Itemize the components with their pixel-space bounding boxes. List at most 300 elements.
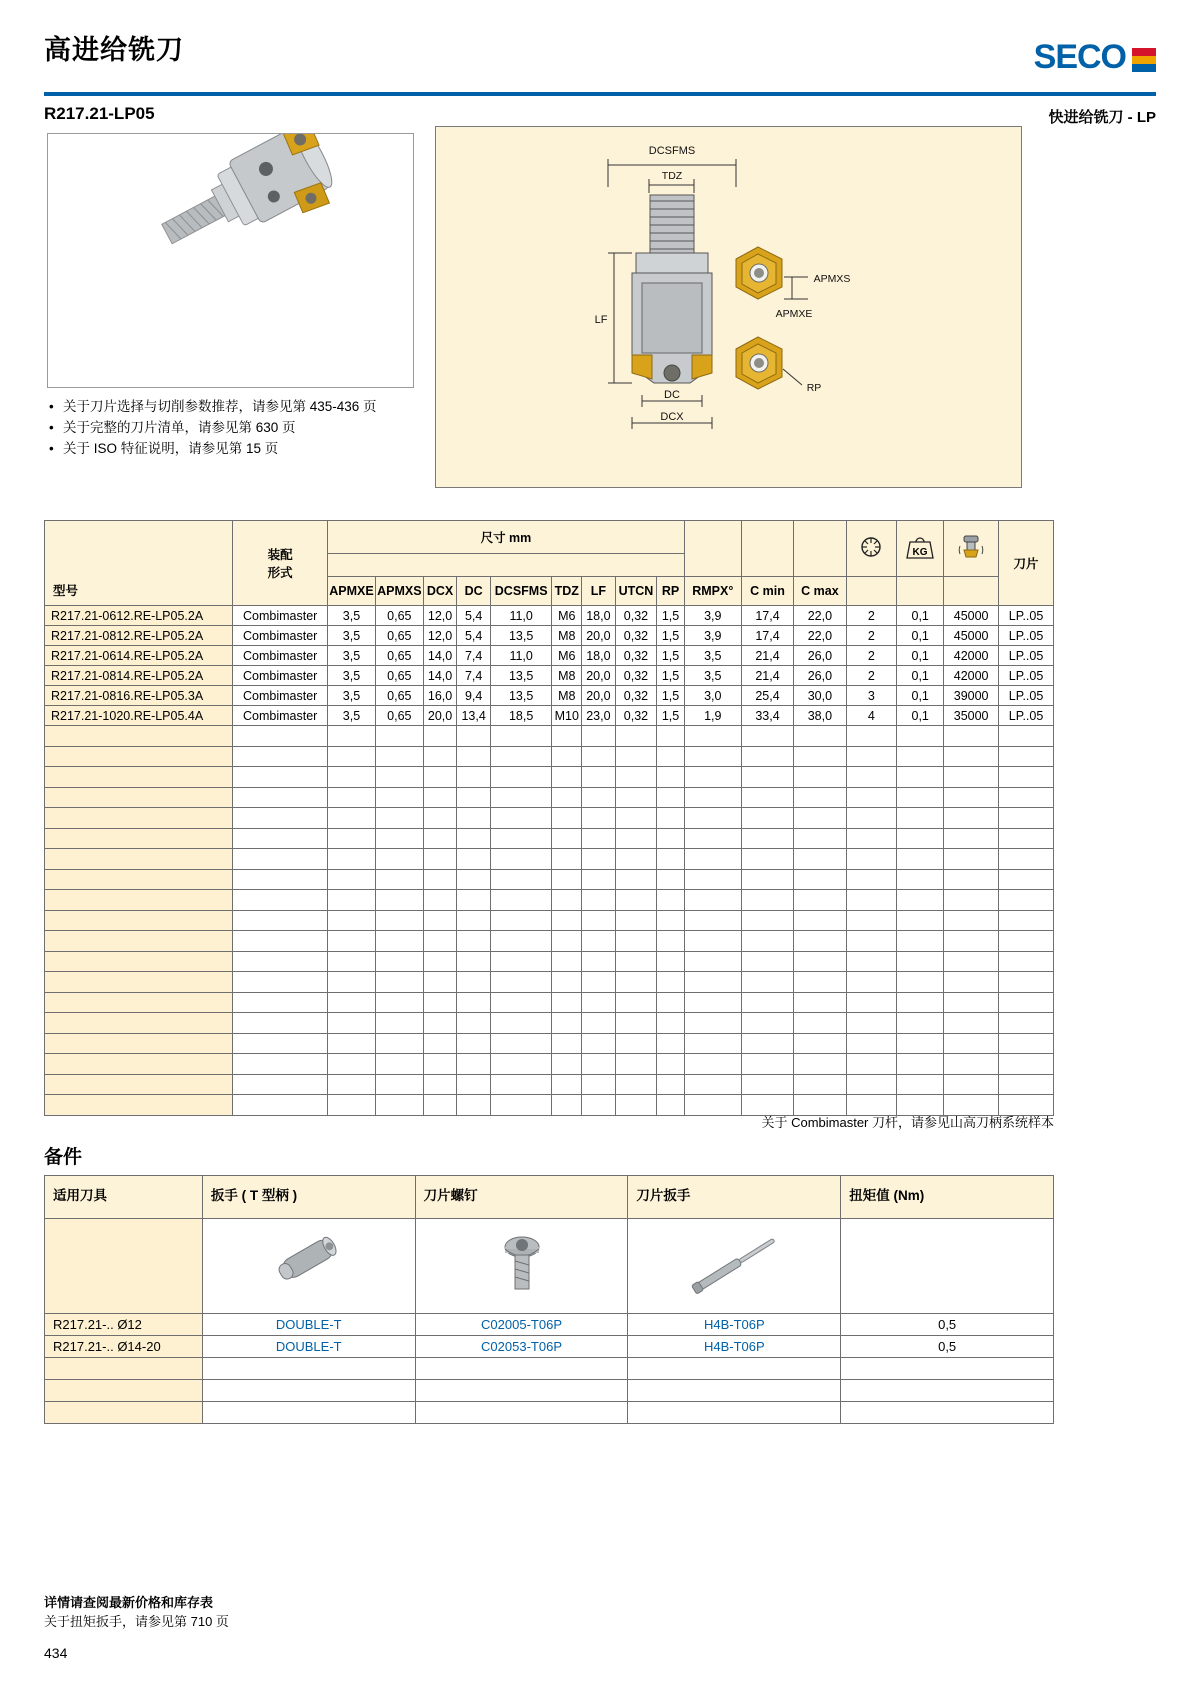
table-cell-empty [233, 767, 328, 788]
page-title: 高进给铣刀 [44, 35, 184, 65]
table-cell-empty [375, 890, 423, 911]
table-cell-empty [615, 767, 657, 788]
table-cell-empty [375, 1095, 423, 1116]
table-cell: 38,0 [794, 706, 846, 726]
table-cell-empty [45, 869, 233, 890]
table-cell-empty [328, 972, 376, 993]
table-cell-empty [897, 787, 944, 808]
table-cell-empty [328, 808, 376, 829]
table-cell: 3,5 [328, 626, 376, 646]
table-cell-empty [684, 951, 741, 972]
table-cell-empty [233, 808, 328, 829]
table-cell-empty [552, 1095, 582, 1116]
table-row-empty [45, 951, 1054, 972]
table-cell-empty [490, 849, 552, 870]
table-cell: 45000 [944, 626, 999, 646]
table-cell-empty [741, 787, 793, 808]
table-cell-empty [45, 931, 233, 952]
table-cell-empty [657, 1033, 684, 1054]
table-cell-empty [684, 828, 741, 849]
table-cell-empty [684, 931, 741, 952]
table-cell-empty [375, 972, 423, 993]
table-cell-empty [684, 1013, 741, 1034]
table-cell-empty [45, 1095, 233, 1116]
table-cell-empty [846, 849, 897, 870]
table-cell-empty [944, 1074, 999, 1095]
table-cell: 0,1 [897, 606, 944, 626]
table-cell-empty [615, 849, 657, 870]
table-cell-empty [657, 890, 684, 911]
table-cell-empty [741, 951, 793, 972]
table-row-empty [45, 787, 1054, 808]
col-header-mounting [233, 521, 328, 606]
table-cell: 11,0 [490, 606, 552, 626]
table-cell-empty [233, 1054, 328, 1075]
table-cell: LP..05 [999, 606, 1054, 626]
table-cell: 0,32 [615, 666, 657, 686]
table-cell-empty [423, 746, 457, 767]
table-cell-empty [423, 726, 457, 747]
table-cell-empty [552, 849, 582, 870]
table-cell: 0,32 [615, 606, 657, 626]
spare-cell-empty [202, 1402, 415, 1424]
table-cell-empty [657, 1074, 684, 1095]
table-cell-empty [45, 849, 233, 870]
table-cell-empty [794, 910, 846, 931]
table-cell-empty [794, 1013, 846, 1034]
table-cell-empty [657, 951, 684, 972]
table-cell-empty [233, 746, 328, 767]
table-cell-empty [944, 787, 999, 808]
table-cell: 20,0 [582, 666, 616, 686]
table-cell-empty [846, 746, 897, 767]
table-cell: 3,5 [328, 686, 376, 706]
table-cell-empty [45, 992, 233, 1013]
table-cell-empty [582, 1074, 616, 1095]
table-cell-empty [328, 1095, 376, 1116]
table-cell-empty [423, 849, 457, 870]
specification-table [44, 520, 1054, 1116]
table-cell-empty [233, 951, 328, 972]
table-cell-empty [846, 726, 897, 747]
table-cell: LP..05 [999, 706, 1054, 726]
table-cell-empty [897, 808, 944, 829]
spare-col-tool: 适用刀具 [45, 1176, 203, 1219]
table-cell-empty [490, 931, 552, 952]
table-cell-empty [375, 849, 423, 870]
table-cell-empty [897, 828, 944, 849]
table-cell-empty [794, 992, 846, 1013]
table-cell-empty [423, 1033, 457, 1054]
spacer-cell-c [794, 521, 846, 577]
table-cell: 17,4 [741, 606, 793, 626]
table-cell-empty [328, 931, 376, 952]
product-code: R217.21-LP05 [44, 104, 155, 123]
table-cell-empty [457, 1054, 491, 1075]
spare-header-row [45, 1176, 1054, 1219]
table-cell-empty [846, 869, 897, 890]
brand-logo-text: SECO [1033, 38, 1126, 76]
table-cell-empty [684, 1095, 741, 1116]
spare-cell-empty [45, 1358, 203, 1380]
table-cell-empty [423, 931, 457, 952]
table-cell-empty [846, 1033, 897, 1054]
col-header-rp: RP [657, 577, 684, 606]
table-cell: 0,65 [375, 706, 423, 726]
table-cell-empty [794, 787, 846, 808]
rpm-col-blank [944, 577, 999, 606]
table-cell-empty [552, 931, 582, 952]
reference-note: • 关于刀片选择与切削参数推荐，请参见第 435-436 页 [47, 396, 467, 417]
table-cell-empty [45, 808, 233, 829]
spare-cell: C02005-T06P [415, 1314, 628, 1336]
table-cell-empty [741, 849, 793, 870]
table-cell-empty [552, 726, 582, 747]
table-cell-empty [615, 726, 657, 747]
table-cell-empty [615, 1013, 657, 1034]
table-cell-empty [794, 828, 846, 849]
table-cell: 20,0 [582, 626, 616, 646]
table-cell-empty [582, 869, 616, 890]
table-cell: 7,4 [457, 666, 491, 686]
table-cell-empty [615, 992, 657, 1013]
table-cell-empty [999, 972, 1054, 993]
table-cell-empty [375, 808, 423, 829]
spare-col-key: 刀片扳手 [628, 1176, 841, 1219]
table-cell-empty [794, 767, 846, 788]
table-cell: 11,0 [490, 646, 552, 666]
table-cell-empty [741, 910, 793, 931]
header-divider [44, 92, 1156, 96]
table-cell-empty [328, 951, 376, 972]
table-cell: LP..05 [999, 666, 1054, 686]
table-cell-empty [615, 972, 657, 993]
table-row-empty [45, 1033, 1054, 1054]
table-cell-empty [846, 1054, 897, 1075]
col-header-cmin: C min [741, 577, 793, 606]
spare-row-empty [45, 1380, 1054, 1402]
table-cell-empty [944, 1054, 999, 1075]
table-cell-empty [846, 828, 897, 849]
table-cell-empty [999, 808, 1054, 829]
table-cell-empty [999, 726, 1054, 747]
col-header-model: 型号 [45, 521, 233, 606]
table-cell-empty [657, 910, 684, 931]
spare-cell: H4B-T06P [628, 1314, 841, 1336]
svg-text:KG: KG [912, 547, 928, 558]
table-cell-empty [375, 787, 423, 808]
table-cell-empty [794, 808, 846, 829]
table-cell-empty [794, 972, 846, 993]
table-cell: Combimaster [233, 686, 328, 706]
cell-model: R217.21-0816.RE-LP05.3A [45, 686, 233, 706]
table-cell: 35000 [944, 706, 999, 726]
col-header-dcx: DCX [423, 577, 457, 606]
table-cell-empty [684, 910, 741, 931]
table-cell-empty [999, 910, 1054, 931]
table-cell-empty [741, 726, 793, 747]
table-cell-empty [423, 787, 457, 808]
table-cell-empty [552, 992, 582, 1013]
table-cell-empty [582, 746, 616, 767]
table-cell-empty [490, 869, 552, 890]
table-cell: 17,4 [741, 626, 793, 646]
svg-text:LF: LF [594, 314, 608, 326]
table-cell-empty [457, 992, 491, 1013]
table-cell: Combimaster [233, 606, 328, 626]
table-cell-empty [423, 972, 457, 993]
table-cell-empty [794, 890, 846, 911]
spare-cell-empty [628, 1402, 841, 1424]
table-cell-empty [423, 1074, 457, 1095]
table-cell-empty [657, 787, 684, 808]
table-cell: 14,0 [423, 666, 457, 686]
table-cell-empty [233, 890, 328, 911]
table-row-empty [45, 808, 1054, 829]
table-cell-empty [552, 1074, 582, 1095]
table-cell-empty [423, 1095, 457, 1116]
table-cell: 1,5 [657, 686, 684, 706]
table-cell-empty [999, 1013, 1054, 1034]
table-cell-empty [457, 849, 491, 870]
table-cell-empty [794, 849, 846, 870]
table-cell-empty [741, 890, 793, 911]
table-cell-empty [552, 1013, 582, 1034]
spare-cell-empty [628, 1358, 841, 1380]
reference-note: • 关于 ISO 特征说明，请参见第 15 页 [47, 438, 467, 459]
table-cell: 13,5 [490, 666, 552, 686]
table-cell: M6 [552, 646, 582, 666]
table-cell-empty [794, 726, 846, 747]
col-header-tdz: TDZ [552, 577, 582, 606]
table-cell-empty [846, 808, 897, 829]
table-cell-empty [328, 890, 376, 911]
table-cell-empty [582, 767, 616, 788]
table-cell-empty [552, 951, 582, 972]
table-cell-empty [999, 890, 1054, 911]
table-cell-empty [846, 931, 897, 952]
table-cell: 21,4 [741, 666, 793, 686]
table-cell-empty [794, 869, 846, 890]
table-cell: LP..05 [999, 626, 1054, 646]
table-cell-empty [897, 746, 944, 767]
table-cell-empty [552, 828, 582, 849]
cell-model: R217.21-1020.RE-LP05.4A [45, 706, 233, 726]
table-cell-empty [457, 1033, 491, 1054]
table-cell-empty [794, 1054, 846, 1075]
table-cell: 42000 [944, 646, 999, 666]
table-row-empty [45, 726, 1054, 747]
table-cell-empty [233, 931, 328, 952]
table-cell: 0,1 [897, 686, 944, 706]
table-cell: 2 [846, 626, 897, 646]
table-row-empty [45, 869, 1054, 890]
col-header-mounting-l2: 形式 [267, 566, 293, 580]
table-cell: 1,5 [657, 706, 684, 726]
table-cell: 26,0 [794, 646, 846, 666]
table-cell-empty [457, 808, 491, 829]
table-cell-empty [375, 931, 423, 952]
svg-text:APMXS: APMXS [813, 273, 851, 285]
table-cell: 0,1 [897, 706, 944, 726]
table-cell-empty [375, 1054, 423, 1075]
table-cell-empty [328, 767, 376, 788]
spare-col-torque: 扭矩值 (Nm) [841, 1176, 1054, 1219]
table-cell-empty [684, 992, 741, 1013]
table-cell: 0,32 [615, 706, 657, 726]
col-header-apmxs: APMXS [375, 577, 423, 606]
svg-text:DCSFMS: DCSFMS [648, 145, 696, 157]
table-cell-empty [582, 1054, 616, 1075]
table-cell: 3,5 [328, 606, 376, 626]
table-cell: 13,5 [490, 686, 552, 706]
table-cell-empty [582, 787, 616, 808]
table-cell-empty [490, 1074, 552, 1095]
table-cell-empty [999, 1054, 1054, 1075]
table-row [45, 626, 1054, 646]
col-header-utcn: UTCN [615, 577, 657, 606]
table-cell-empty [45, 726, 233, 747]
table-cell-empty [999, 951, 1054, 972]
table-cell-empty [45, 951, 233, 972]
spare-cell: 0,5 [841, 1336, 1054, 1358]
spare-cell-empty [415, 1380, 628, 1402]
spare-cell-empty [415, 1358, 628, 1380]
table-row-empty [45, 1074, 1054, 1095]
table-cell-empty [944, 726, 999, 747]
table-cell-empty [684, 849, 741, 870]
table-cell-empty [552, 972, 582, 993]
table-cell-empty [423, 808, 457, 829]
table-cell-empty [615, 1095, 657, 1116]
table-cell-empty [328, 1074, 376, 1095]
table-cell: 3,9 [684, 626, 741, 646]
table-cell-empty [45, 828, 233, 849]
table-row [45, 686, 1054, 706]
spare-cell: C02053-T06P [415, 1336, 628, 1358]
spare-cell-empty [45, 1402, 203, 1424]
wrench-image [202, 1219, 415, 1314]
table-cell-empty [490, 992, 552, 1013]
table-cell: LP..05 [999, 686, 1054, 706]
table-cell: 7,4 [457, 646, 491, 666]
spare-row-empty [45, 1402, 1054, 1424]
technical-diagram [435, 126, 1022, 488]
table-row-empty [45, 890, 1054, 911]
table-cell-empty [328, 910, 376, 931]
table-cell-empty [45, 1033, 233, 1054]
table-cell: 3,5 [684, 646, 741, 666]
table-cell-empty [375, 1074, 423, 1095]
col-header-mounting-l1: 装配 [267, 548, 293, 562]
table-cell-empty [615, 746, 657, 767]
cell-model: R217.21-0614.RE-LP05.2A [45, 646, 233, 666]
page-header [44, 28, 1156, 76]
table-cell-empty [999, 787, 1054, 808]
spare-cell-empty [415, 1402, 628, 1424]
spare-cell-empty [841, 1402, 1054, 1424]
weight-icon-cell [897, 521, 944, 577]
table-cell-empty [233, 992, 328, 1013]
table-cell-empty [552, 746, 582, 767]
table-cell-empty [375, 869, 423, 890]
table-cell-empty [490, 828, 552, 849]
footer-notes [44, 1593, 229, 1631]
table-cell-empty [657, 808, 684, 829]
table-cell-empty [944, 1013, 999, 1034]
table-cell-empty [999, 828, 1054, 849]
table-cell: 30,0 [794, 686, 846, 706]
table-cell-empty [328, 869, 376, 890]
svg-text:APMXE: APMXE [775, 308, 813, 320]
table-cell-empty [582, 828, 616, 849]
table-row [45, 706, 1054, 726]
table-cell-empty [846, 890, 897, 911]
table-cell: 20,0 [423, 706, 457, 726]
table-cell: 22,0 [794, 626, 846, 646]
table-cell-empty [684, 767, 741, 788]
spare-cell-empty [202, 1380, 415, 1402]
table-cell-empty [328, 726, 376, 747]
table-cell-empty [490, 972, 552, 993]
table-cell-empty [328, 1013, 376, 1034]
col-group-dimensions: 尺寸 mm [328, 521, 685, 554]
col-header-apmxe: APMXE [328, 577, 376, 606]
table-cell-empty [897, 869, 944, 890]
table-cell-empty [490, 726, 552, 747]
col-header-dcsfms: DCSFMS [490, 577, 552, 606]
table-cell-empty [582, 1033, 616, 1054]
table-cell-empty [582, 849, 616, 870]
table-cell-empty [741, 1013, 793, 1034]
table-cell-empty [794, 746, 846, 767]
table-cell-empty [897, 910, 944, 931]
spare-parts-title: 备件 [44, 1147, 83, 1168]
table-cell: M8 [552, 626, 582, 646]
table-cell-empty [457, 746, 491, 767]
table-cell: 1,5 [657, 646, 684, 666]
table-cell-empty [45, 890, 233, 911]
table-cell-empty [999, 869, 1054, 890]
table-cell-empty [657, 767, 684, 788]
table-cell-empty [657, 828, 684, 849]
table-cell-empty [328, 746, 376, 767]
table-cell: Combimaster [233, 706, 328, 726]
table-cell-empty [457, 726, 491, 747]
table-cell: 9,4 [457, 686, 491, 706]
reference-notes [47, 396, 467, 459]
table-cell: 18,5 [490, 706, 552, 726]
table-cell: 0,1 [897, 626, 944, 646]
table-cell-empty [897, 767, 944, 788]
spare-parts-table [44, 1175, 1054, 1424]
table-row-empty [45, 828, 1054, 849]
table-cell-empty [897, 992, 944, 1013]
table-cell-empty [375, 746, 423, 767]
table-cell-empty [328, 849, 376, 870]
table-cell: 3 [846, 686, 897, 706]
table-cell-empty [490, 808, 552, 829]
spacer-cell-b [741, 521, 793, 577]
table-cell-empty [615, 890, 657, 911]
svg-text:DCX: DCX [660, 411, 684, 423]
footer-note-1: 详情请查阅最新价格和库存表 [44, 1595, 214, 1610]
table-cell-empty [741, 992, 793, 1013]
table-cell-empty [615, 1074, 657, 1095]
table-cell-empty [552, 787, 582, 808]
table-cell: M10 [552, 706, 582, 726]
table-cell-empty [794, 931, 846, 952]
